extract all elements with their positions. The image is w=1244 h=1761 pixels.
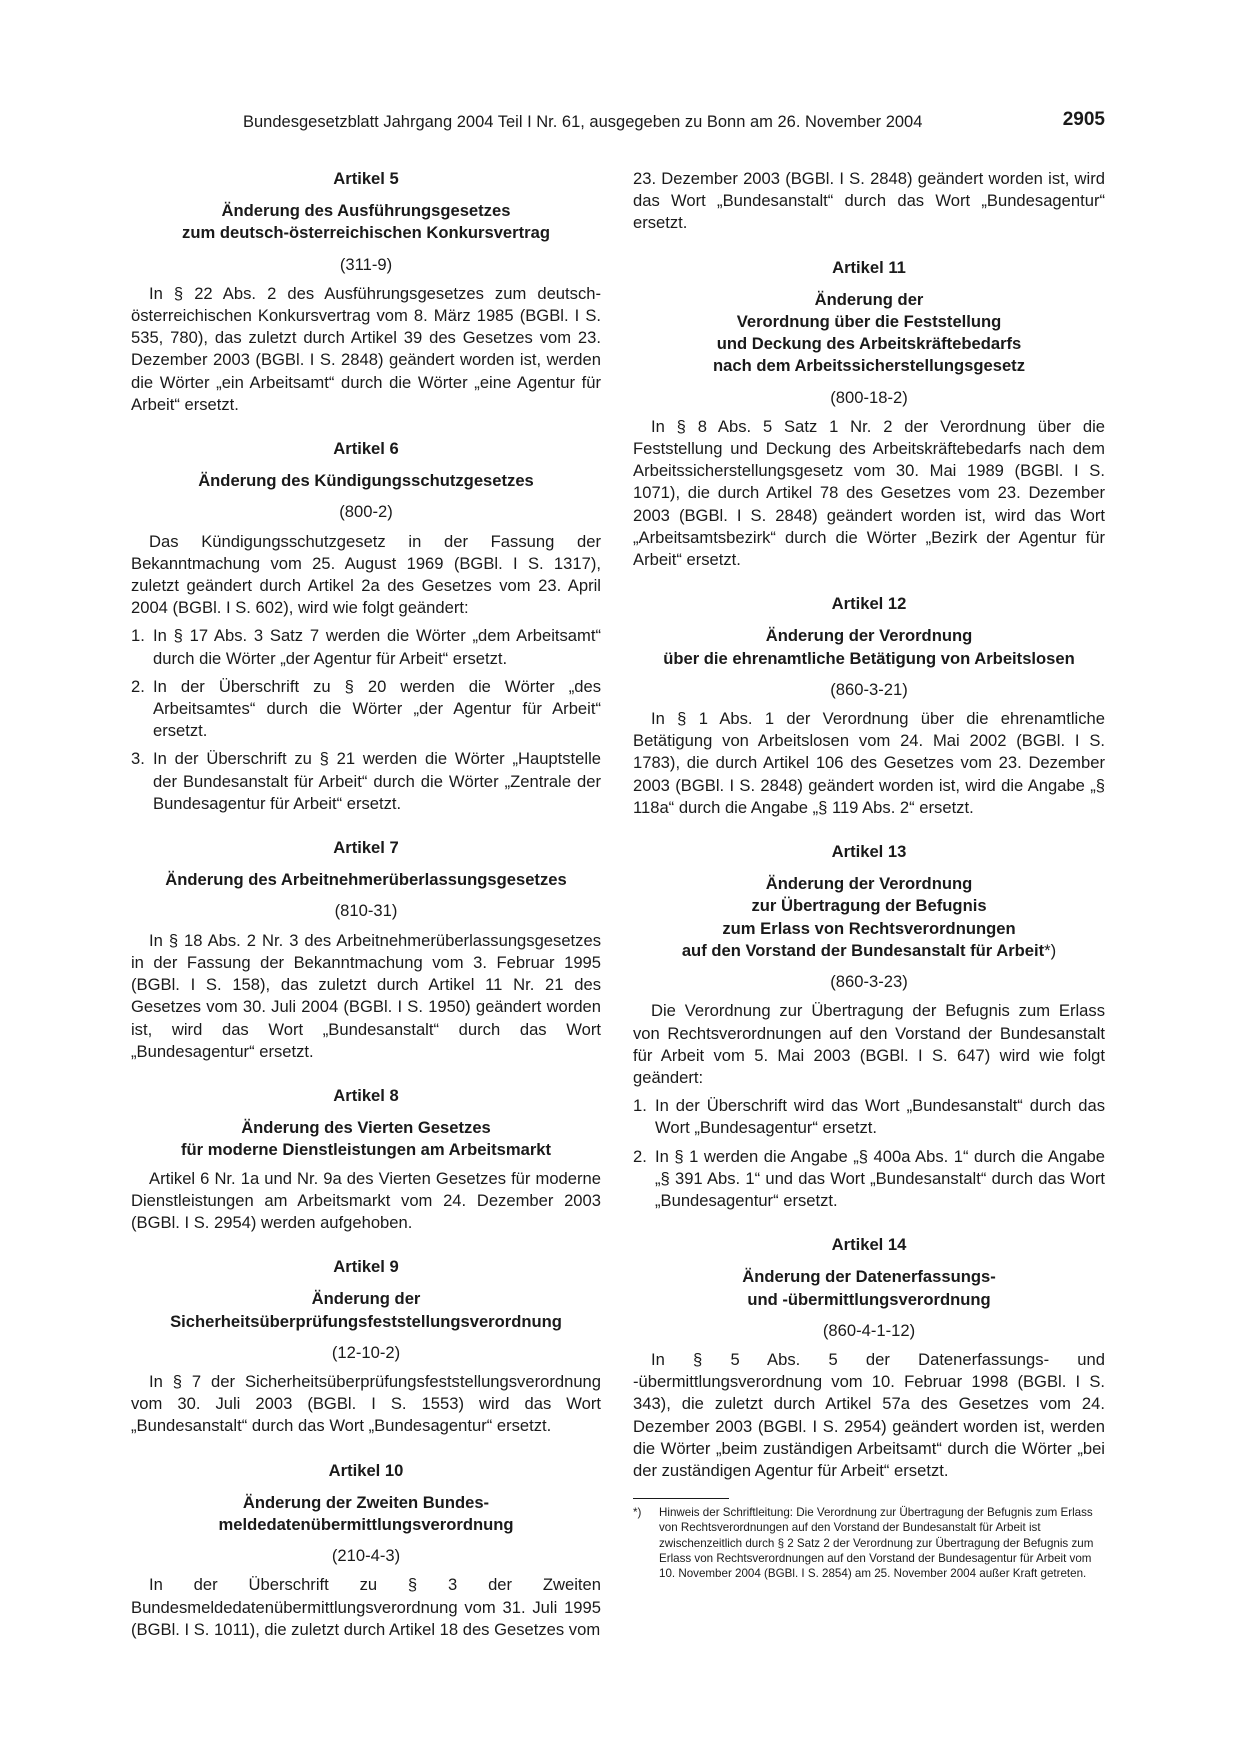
article-heading: Artikel 11	[832, 257, 906, 277]
article-text: In § 18 Abs. 2 Nr. 3 des Arbeitnehmerüberlassungsgesetzes in der Fassung der Bekanntmachung vom 3. Februar 1995 (BGBl. I S. 158), das zuletzt durch Artikel 11 Nr. 21 des Gesetzes vom 30. Juli 2004 (BGBl. I S. 1950) geändert worden ist, wird das Wort „Bundesanstalt“ durch das Wort „Bundesagentur“ ersetzt.	[131, 930, 601, 1061]
article-code: (860-3-23)	[830, 972, 908, 992]
list-item-text: In § 1 werden die Angabe „§ 400a Abs. 1“ durch die Angabe „§ 391 Abs. 1“ und das Wort „Bundesanstalt“ durch das Wort „Bundesagentur“ ersetzt.	[655, 1146, 1105, 1210]
article-text: 23. Dezember 2003 (BGBl. I S. 2848) geändert worden ist, wird das Wort „Bundesanstalt“ durch das Wort „Bundesagentur“ ersetzt.	[633, 169, 1105, 233]
article-14	[633, 1234, 1105, 1482]
article-title-line: für moderne Dienstleistungen am Arbeitsmarkt	[180, 1140, 552, 1160]
list-item	[131, 748, 601, 815]
page-number: 2905	[1062, 109, 1105, 130]
article-title-line: und -übermittlungsverordnung	[747, 1289, 991, 1309]
article-11	[633, 257, 1105, 572]
article-title-line: Änderung der Verordnung	[765, 626, 973, 646]
list-item-number: 3.	[131, 749, 145, 769]
article-title-line: zum deutsch-österreichischen Konkursvertrag	[182, 223, 550, 243]
article-code: (800-18-2)	[830, 387, 908, 407]
list-item-number: 2.	[633, 1146, 647, 1166]
footnote-text: Hinweis der Schriftleitung: Die Verordnung zur Übertragung der Befugnis zum Erlass von Rechtsverordnungen auf den Vorstand der Bundesanstalt für Arbeit ist zwischenzeitlich durch § 2 Satz 2 der Verordnung zur Übertragung der Befugnis zum Erlass von Rechtsverordnungen auf den Vorstand der Bundesagentur für Arbeit vom 10. November 2004 (BGBl. I S. 2854) am 25. November 2004 außer Kraft getreten.	[659, 1506, 1094, 1580]
article-title-line: Sicherheitsüberprüfungsfeststellungsverordnung	[170, 1311, 562, 1331]
article-title-line: Verordnung über die Feststellung	[736, 312, 1002, 332]
article-title-line: über die ehrenamtliche Betätigung von Arbeitslosen	[663, 648, 1075, 668]
article-text: Das Kündigungsschutzgesetz in der Fassung der Bekanntmachung vom 25. August 1969 (BGBl. I S. 1317), zuletzt geändert durch Artikel 2a des Gesetzes vom 23. April 2004 (BGBl. I S. 602), wird wie folgt geändert:	[131, 531, 601, 618]
footnote-divider	[633, 1498, 729, 1499]
amendment-list	[131, 625, 601, 815]
article-code: (311-9)	[339, 254, 393, 274]
article-title	[131, 200, 601, 244]
article-title-line: Änderung des Vierten Gesetzes	[241, 1118, 491, 1138]
footnote-mark: *)	[633, 1506, 642, 1520]
running-header	[243, 109, 1105, 132]
article-title-line: Änderung des Kündigungsschutzgesetzes	[198, 471, 534, 491]
article-title-line: Änderung der	[814, 289, 924, 309]
article-title-line: zum Erlass von Rechtsverordnungen	[722, 918, 1016, 938]
article-heading: Artikel 7	[333, 838, 399, 858]
article-text: In § 8 Abs. 5 Satz 1 Nr. 2 der Verordnung über die Feststellung und Deckung des Arbeitskräftebedarfs nach dem Arbeitssicherstellungsgesetz vom 30. Mai 1989 (BGBl. I S. 1071), die durch Artikel 78 des Gesetzes vom 23. Dezember 2003 (BGBl. I S. 2848) geändert worden ist, wird das Wort „Arbeitsamtsbezirk“ durch die Wörter „Bezirk der Agentur für Arbeit“ ersetzt.	[633, 416, 1105, 570]
article-title-line: Änderung der Datenerfassungs-	[742, 1267, 996, 1287]
article-title	[633, 1266, 1105, 1310]
article-13	[633, 841, 1105, 1212]
article-code: (860-3-21)	[830, 679, 908, 699]
article-heading: Artikel 14	[831, 1235, 907, 1255]
article-text: In § 22 Abs. 2 des Ausführungsgesetzes zum deutsch-österreichischen Konkursvertrag vom 8. März 1985 (BGBl. I S. 535, 780), das zuletzt durch Artikel 39 des Gesetzes vom 23. Dezember 2003 (BGBl. I S. 2848) geändert worden ist, werden die Wörter „ein Arbeitsamt“ durch die Wörter „eine Agentur für Arbeit“ ersetzt.	[131, 283, 601, 414]
article-title-line: und Deckung des Arbeitskräftebedarfs	[716, 334, 1022, 354]
article-title-text: auf den Vorstand der Bundesanstalt für Arbeit	[681, 940, 1045, 960]
article-heading: Artikel 10	[328, 1460, 404, 1480]
article-7	[131, 837, 601, 1063]
article-text: In § 1 Abs. 1 der Verordnung über die ehrenamtliche Betätigung von Arbeitslosen vom 24. Mai 2002 (BGBl. I S. 1783), die durch Artikel 106 des Gesetzes vom 23. Dezember 2003 (BGBl. I S. 2848) geändert worden ist, wird die Angabe „§ 118a“ durch die Angabe „§ 119 Abs. 2“ ersetzt.	[633, 709, 1105, 817]
article-6	[131, 438, 601, 815]
article-8	[131, 1085, 601, 1234]
article-title	[131, 1288, 601, 1332]
article-code: (210-4-3)	[331, 1546, 401, 1566]
article-title-line: meldedatenübermittlungsverordnung	[218, 1514, 514, 1534]
article-title	[633, 289, 1105, 378]
article-title-line: Änderung der Zweiten Bundes-	[242, 1492, 490, 1512]
article-title-line	[633, 940, 1105, 962]
running-title: Bundesgesetzblatt Jahrgang 2004 Teil I Nr. 61, ausgegeben zu Bonn am 26. November 2004	[243, 113, 923, 131]
list-item-number: 2.	[131, 676, 145, 696]
article-9	[131, 1256, 601, 1437]
list-item	[633, 1146, 1105, 1213]
article-title	[633, 873, 1105, 962]
article-title	[131, 1117, 601, 1161]
list-item-text: In § 17 Abs. 3 Satz 7 werden die Wörter „dem Arbeitsamt“ durch die Wörter „der Agentur für Arbeit“ ersetzt.	[153, 626, 601, 668]
list-item-number: 1.	[633, 1096, 647, 1116]
article-10-continued	[633, 168, 1105, 235]
article-title-line: nach dem Arbeitssicherstellungsgesetz	[713, 356, 1025, 376]
article-title-line: Änderung der	[311, 1289, 421, 1309]
article-heading: Artikel 6	[333, 439, 399, 459]
article-title	[131, 1492, 601, 1536]
article-text: In § 7 der Sicherheitsüberprüfungsfeststellungsverordnung vom 30. Juli 2003 (BGBl. I S. 1553) wird das Wort „Bundesanstalt“ durch das Wort „Bundesagentur“ ersetzt.	[131, 1371, 601, 1436]
article-code: (800-2)	[339, 502, 393, 522]
amendment-list	[633, 1095, 1105, 1212]
footnote-reference[interactable]: *)	[1044, 940, 1057, 960]
article-heading: Artikel 9	[333, 1257, 399, 1277]
left-column	[131, 168, 601, 1641]
article-title	[131, 470, 601, 492]
article-text: Artikel 6 Nr. 1a und Nr. 9a des Vierten Gesetzes für moderne Dienstleistungen am Arbeitsmarkt vom 24. Dezember 2003 (BGBl. I S. 2954) werden aufgehoben.	[131, 1168, 601, 1232]
article-code: (860-4-1-12)	[822, 1320, 916, 1340]
article-heading: Artikel 8	[333, 1085, 399, 1105]
list-item-number: 1.	[131, 626, 145, 646]
right-column	[633, 168, 1105, 1581]
list-item	[131, 625, 601, 669]
list-item	[131, 676, 601, 743]
article-title-line: Änderung des Arbeitnehmerüberlassungsgesetzes	[165, 870, 567, 890]
article-heading: Artikel 13	[831, 842, 907, 862]
article-title-line: Änderung der Verordnung	[765, 874, 973, 894]
list-item	[633, 1095, 1105, 1139]
article-title	[633, 625, 1105, 669]
article-title	[131, 869, 601, 891]
article-code: (12-10-2)	[331, 1342, 401, 1362]
article-text: In § 5 Abs. 5 der Datenerfassungs- und -übermittlungsverordnung vom 10. Februar 1998 (BGBl. I S. 343), die zuletzt durch Artikel 57a des Gesetzes vom 24. Dezember 2003 (BGBl. I S. 2954) geändert worden ist, werden die Wörter „beim zuständigen Arbeitsamt“ durch die Wörter „bei der zuständigen Agentur für Arbeit“ ersetzt.	[633, 1349, 1105, 1480]
footnote	[633, 1505, 1105, 1581]
article-title-line: Änderung des Ausführungsgesetzes	[221, 201, 511, 221]
article-code: (810-31)	[334, 901, 398, 921]
article-12	[633, 593, 1105, 819]
article-heading: Artikel 12	[831, 594, 907, 614]
list-item-text: In der Überschrift wird das Wort „Bundesanstalt“ durch das Wort „Bundesagentur“ ersetzt.	[655, 1096, 1105, 1138]
list-item-text: In der Überschrift zu § 21 werden die Wörter „Hauptstelle der Bundesanstalt für Arbeit“ durch die Wörter „Zentrale der Bundesagentur für Arbeit“ ersetzt.	[153, 749, 601, 813]
article-5	[131, 168, 601, 416]
article-heading: Artikel 5	[333, 169, 399, 188]
article-title-line: zur Übertragung der Befugnis	[751, 896, 987, 916]
article-10	[131, 1460, 601, 1641]
list-item-text: In der Überschrift zu § 20 werden die Wörter „des Arbeitsamtes“ durch die Wörter „der Agentur für Arbeit“ ersetzt.	[153, 676, 601, 741]
article-text: Die Verordnung zur Übertragung der Befugnis zum Erlass von Rechtsverordnungen auf den Vorstand der Bundesanstalt für Arbeit vom 5. Mai 2003 (BGBl. I S. 647) wird wie folgt geändert:	[633, 1001, 1105, 1087]
article-text: In der Überschrift zu § 3 der Zweiten Bundesmeldedatenübermittlungsverordnung vom 31. Juli 1995 (BGBl. I S. 1011), die zuletzt durch Artikel 18 des Gesetzes vom	[131, 1575, 601, 1639]
